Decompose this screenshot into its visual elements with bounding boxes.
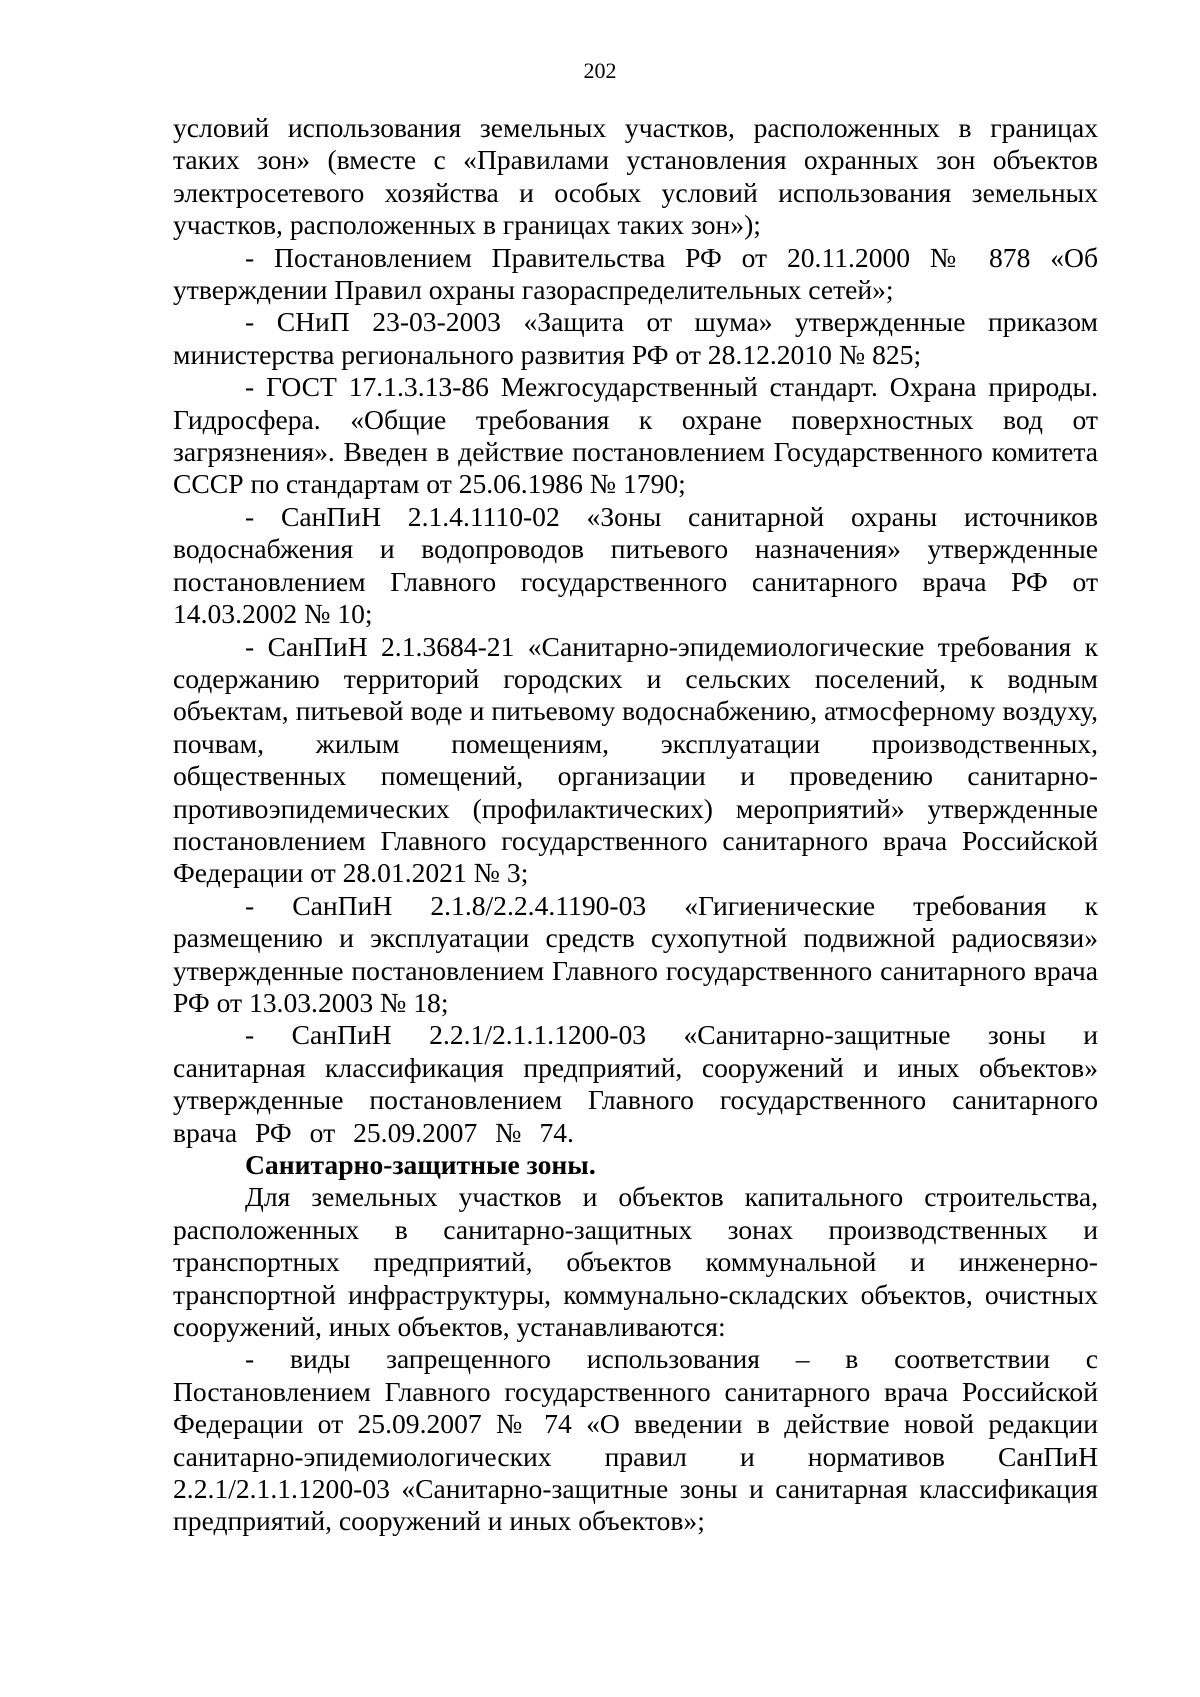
- list-item-gost-hydrosphere: - ГОСТ 17.1.3.13-86 Межгосударственный стандарт. Охрана природы. Гидросфера. «Общие требования к охране поверхностных вод от загрязнения». Введен в действие постановлением Государственного комитета СССР по стандартам от 25.06.1986 № 1790;: [173, 371, 1098, 500]
- list-item-prohibited-use: - виды запрещенного использования – в соответствии с Постановлением Главного государственного санитарного врача Российской Федерации от 25.09.2007 № 74 «О введении в действие новой редакции санитарно-эпидемиологических правил и нормативов СанПиН 2.2.1/2.1.1.1200-03 «Санитарно-защитные зоны и санитарная классификация предприятий, сооружений и иных объектов»;: [173, 1343, 1098, 1537]
- list-item-sanpin-protection-zones: - СанПиН 2.2.1/2.1.1.1200-03 «Санитарно-защитные зоны и санитарная классификация предприятий, сооружений и иных объектов» утвержденные постановлением Главного государственного санитарного врача РФ от 25.09.2007 № 74.: [173, 1019, 1098, 1148]
- page-number: 202: [583, 58, 617, 83]
- paragraph-continuation: условий использования земельных участков, расположенных в границах таких зон» (вместе с «Правилами установления охранных зон объектов электросетевого хозяйства и особых условий использования земельных участков, расположенных в границах таких зон»);: [173, 112, 1098, 241]
- section-heading: Санитарно-защитные зоны.: [245, 1149, 596, 1180]
- list-item-sanpin-radio: - СанПиН 2.1.8/2.2.4.1190-03 «Гигиенические требования к размещению и эксплуатации средств сухопутной подвижной радиосвязи» утвержденные постановлением Главного государственного санитарного врача РФ от 13.03.2003 № 18;: [173, 889, 1098, 1018]
- list-item-gas-networks-resolution: - Постановлением Правительства РФ от 20.11.2000 № 878 «Об утверждении Правил охраны газораспределительных сетей»;: [173, 241, 1098, 306]
- list-item-sanpin-sanitary-requirements: - СанПиН 2.1.3684-21 «Санитарно-эпидемиологические требования к содержанию территорий городских и сельских поселений, к водным объектам, питьевой воде и питьевому водоснабжению, атмосферному воздуху, почвам, жилым помещениям, эксплуатации производственных, общественных помещений, организации и проведению санитарно-противоэпидемических (профилактических) мероприятий» утвержденные постановлением Главного государственного санитарного врача Российской Федерации от 28.01.2021 № 3;: [173, 630, 1098, 889]
- list-item-snip-noise: - СНиП 23-03-2003 «Защита от шума» утвержденные приказом министерства регионального развития РФ от 28.12.2010 № 825;: [173, 306, 1098, 370]
- list-item-sanpin-water-protection: - СанПиН 2.1.4.1110-02 «Зоны санитарной охраны источников водоснабжения и водопроводов питьевого назначения» утвержденные постановлением Главного государственного санитарного врача РФ от 14.03.2002 № 10;: [173, 500, 1098, 630]
- document-body: [173, 112, 1098, 1538]
- paragraph-land-plots: Для земельных участков и объектов капитального строительства, расположенных в санитарно-защитных зонах производственных и транспортных предприятий, объектов коммунальной и инженерно-транспортной инфраструктуры, коммунально-складских объектов, очистных сооружений, иных объектов, устанавливаются:: [173, 1181, 1098, 1343]
